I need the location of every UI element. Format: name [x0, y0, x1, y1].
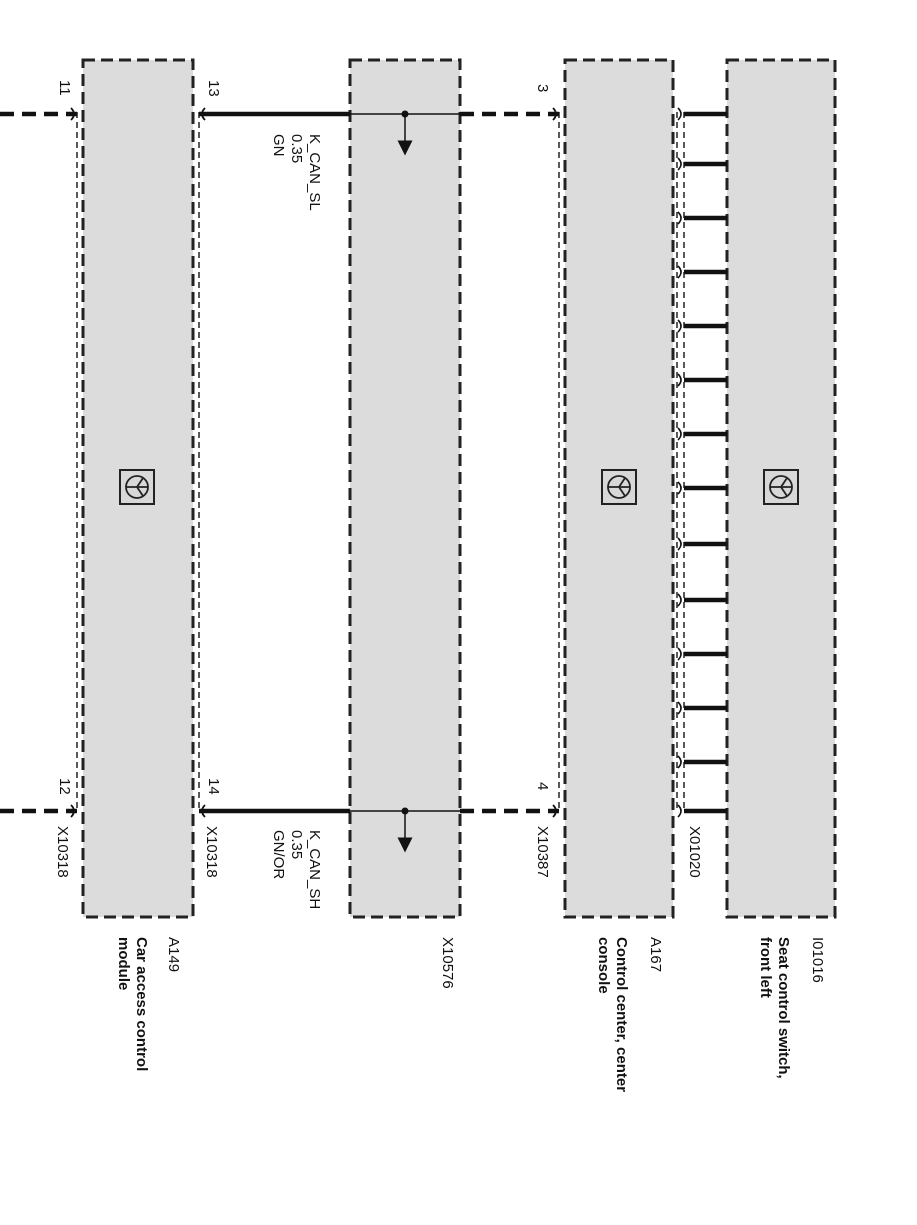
- component-a149-id: A149: [165, 937, 182, 973]
- wire-bottom-signal: K_CAN_SH: [306, 830, 323, 910]
- component-i01016-name-line1: Seat control switch,: [775, 937, 792, 1079]
- seat-switch-pin-socket-14: [678, 805, 681, 817]
- component-a167-id: A167: [647, 937, 664, 973]
- connector-label-x01020: X01020: [686, 826, 703, 878]
- pin-label-3: 3: [534, 84, 551, 93]
- connector-label-x10318-right: X10318: [203, 826, 220, 878]
- component-x10576-box[interactable]: [350, 60, 460, 917]
- seat-switch-pin-socket-9: [678, 538, 681, 550]
- connector-label-x10318-left: X10318: [54, 826, 71, 878]
- pin-label-4: 4: [534, 782, 551, 791]
- seat-switch-pin-socket-2: [678, 158, 681, 170]
- seat-switch-pin-group: [678, 108, 727, 817]
- seat-switch-pin-socket-10: [678, 594, 681, 606]
- seat-switch-pin-socket-4: [678, 266, 681, 278]
- component-x10576-id: X10576: [439, 937, 456, 989]
- component-a167-name-line1: Control center, center: [613, 937, 630, 1093]
- pin-label-12: 12: [56, 778, 73, 795]
- wire-top-color: GN: [270, 134, 287, 157]
- control-unit-symbol-icon: [602, 470, 636, 504]
- seat-switch-pin-socket-7: [678, 428, 681, 440]
- wire-top-gauge: 0.35: [288, 134, 305, 164]
- component-i01016-name-line2: front left: [757, 937, 774, 998]
- component-a149-name-line2: module: [115, 937, 132, 991]
- seat-switch-pin-socket-3: [678, 212, 681, 224]
- wire-top-signal: K_CAN_SL: [306, 134, 323, 211]
- wire-bottom-gauge: 0.35: [288, 830, 305, 860]
- seat-switch-pin-socket-12: [678, 702, 681, 714]
- wire-bottom-color: GN/OR: [270, 830, 287, 880]
- pin-label-13: 13: [205, 80, 222, 97]
- seat-switch-pin-socket-8: [678, 482, 681, 494]
- seat-switch-pin-socket-5: [678, 320, 681, 332]
- seat-switch-pin-socket-1: [678, 108, 681, 120]
- seat-switch-pin-socket-13: [678, 756, 681, 768]
- pin-label-11: 11: [56, 80, 73, 96]
- component-a149-name-line1: Car access control: [133, 937, 150, 1072]
- seat-switch-pin-socket-6: [678, 374, 681, 386]
- pin-label-14: 14: [205, 778, 222, 795]
- component-a167-name-line2: console: [595, 937, 612, 994]
- connector-label-x10387: X10387: [534, 826, 551, 878]
- control-unit-symbol-icon: [764, 470, 798, 504]
- component-i01016-id: I01016: [809, 937, 826, 983]
- control-unit-symbol-icon: [120, 470, 154, 504]
- seat-switch-pin-socket-11: [678, 648, 681, 660]
